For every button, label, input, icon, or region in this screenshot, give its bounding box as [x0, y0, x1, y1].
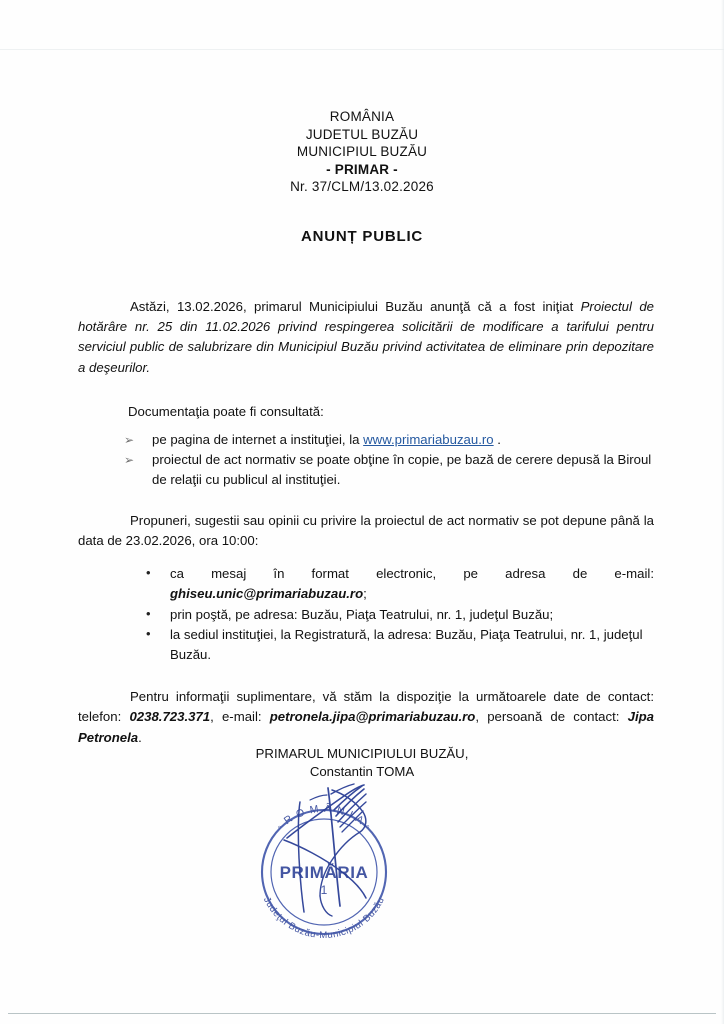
svg-text:◦ R O M Â N I A ◦: ◦ R O M Â N I A ◦ [274, 802, 374, 833]
doc-item-0-prefix: pe pagina de internet a instituţiei, la [152, 432, 364, 448]
documentation-list [78, 430, 654, 491]
contact-person: Jipa Petronela [78, 709, 654, 745]
list-item [144, 605, 654, 625]
proposals-list [78, 564, 654, 665]
lead-italic-title: Proiectul de hotărâre nr. 25 din 11.02.2026 privind respingerea solicitării de modificare a tarifului pentru serviciul public de salubrizare din Municipiul Buzău privind activitatea de eliminare prin depozitare a deşeurilor. [78, 299, 654, 375]
letterhead-country: ROMÂNIA [329, 109, 395, 124]
contact-paragraph [78, 687, 654, 748]
letterhead-municipality: MUNICIPIUL BUZĂU [296, 144, 428, 159]
svg-text:PRIMĂRIA: PRIMĂRIA [279, 863, 369, 882]
contact-intro: Pentru informaţii suplimentare, vă stăm la dispoziţie la următoarele date de contact: telefon: [78, 689, 654, 725]
scan-artifact-bottom [8, 1013, 716, 1014]
contact-mid-1: , e-mail: [210, 709, 270, 725]
dot-bullet-icon: • [146, 565, 151, 581]
dot-bullet-icon: • [146, 605, 151, 621]
proposal-item-0-tail: ; [363, 586, 367, 602]
document-body [78, 297, 654, 761]
list-item [144, 625, 654, 665]
letterhead [0, 108, 724, 196]
arrow-bullet-icon: ➢ [124, 433, 135, 448]
list-item [124, 450, 654, 490]
doc-item-0-suffix: . [493, 432, 501, 448]
submission-email: ghiseu.unic@primariabuzau.ro [170, 586, 364, 602]
signature-block [0, 745, 724, 780]
contact-end: . [138, 729, 142, 745]
svg-text:Judeţul Buzău-Municipiul Buzău: Judeţul Buzău-Municipiul Buzău [260, 895, 388, 942]
website-link[interactable]: www.primariabuzau.ro [363, 432, 494, 448]
letterhead-county: JUDETUL BUZĂU [305, 126, 419, 142]
list-item [124, 430, 654, 450]
lead-normal-text: Astăzi, 13.02.2026, primarul Municipiului Buzău anunţă că a fost iniţiat [130, 299, 581, 314]
contact-email: petronela.jipa@primariabuzau.ro [269, 709, 476, 725]
lead-paragraph [78, 297, 654, 378]
page-title: ANUNȚ PUBLIC [300, 228, 424, 245]
proposal-item-2-text: la sediul instituţiei, la Registratură, la adresa: Buzău, Piaţa Teatrului, nr. 1, judeţul Buzău. [170, 626, 643, 663]
proposals-intro: Propuneri, sugestii sau opinii cu privire la proiectul de act normativ se pot depune până la data de 23.02.2026, ora 10:00: [78, 512, 654, 548]
contact-phone: 0238.723.371 [129, 709, 211, 725]
stamp-and-signature [232, 780, 492, 955]
arrow-bullet-icon: ➢ [124, 453, 135, 468]
svg-text:1: 1 [320, 883, 328, 897]
letterhead-office: - PRIMAR - [326, 161, 398, 177]
list-item [144, 564, 654, 604]
official-stamp [261, 802, 387, 941]
doc-item-1-text: proiectul de act normativ se poate obţine în copie, pe bază de cerere depusă la Biroul de relaţii cu publicul al instituţiei. [152, 452, 652, 488]
letterhead-registration-number: Nr. 37/CLM/13.02.2026 [290, 179, 434, 194]
signatory-name: Constantin TOMA [309, 763, 415, 779]
proposal-item-1-text: prin poştă, pe adresa: Buzău, Piaţa Teatrului, nr. 1, judeţul Buzău; [170, 606, 554, 622]
dot-bullet-icon: • [146, 625, 151, 641]
scan-artifact-top [0, 49, 724, 50]
signatory-role: PRIMARUL MUNICIPIULUI BUZĂU, [255, 746, 469, 761]
contact-mid-2: , persoană de contact: [475, 709, 628, 725]
proposal-item-0-text: ca mesaj în format electronic, pe adresa de e-mail: [170, 566, 654, 582]
documentation-intro: Documentaţia poate fi consultată: [128, 403, 324, 419]
